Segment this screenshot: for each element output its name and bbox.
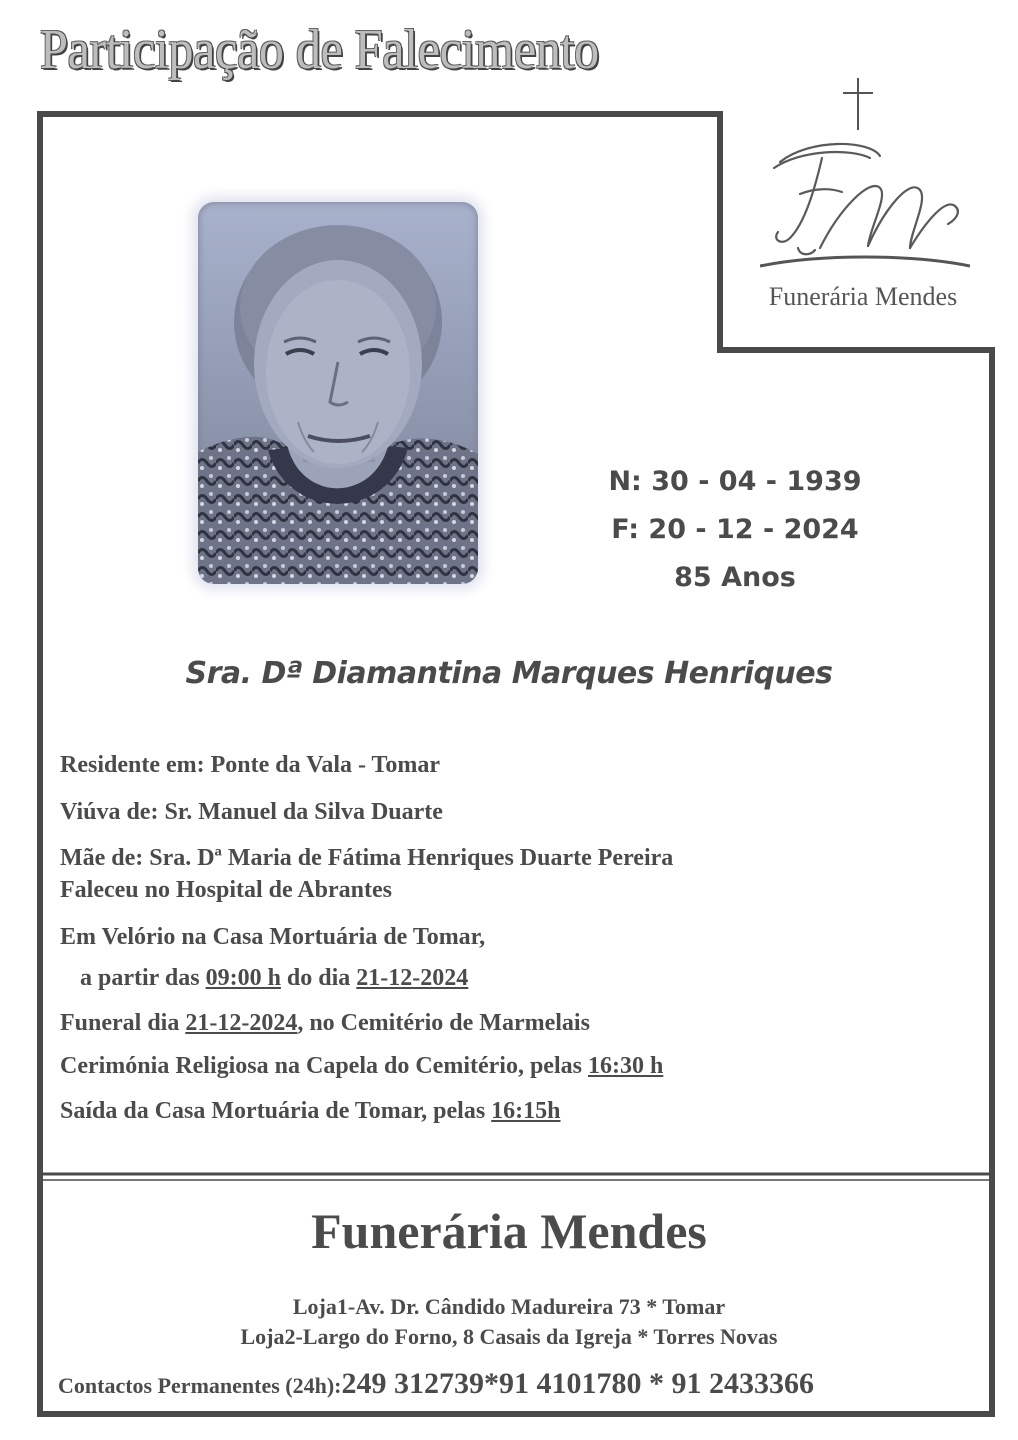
died-at-line: Faleceu no Hospital de Abrantes — [60, 877, 393, 903]
death-date: F: 20 - 12 - 2024 — [611, 514, 859, 545]
funeral-prefix: Funeral dia — [60, 1010, 180, 1036]
portrait-photo — [198, 202, 478, 584]
mother-line: Mãe de: Sra. Dª Maria de Fátima Henriques Duarte Pereira — [60, 845, 674, 871]
contacts-numbers: 249 312739*91 4101780 * 91 2433366 — [341, 1367, 814, 1400]
ceremony-line — [60, 1053, 663, 1080]
ceremony-prefix: Cerimónia Religiosa na Capela do Cemitério, pelas — [60, 1053, 582, 1079]
funeral-suffix: , no Cemitério de Marmelais — [297, 1010, 590, 1036]
residence-line: Residente em: Ponte da Vala - Tomar — [60, 752, 440, 778]
wake-date: 21-12-2024 — [356, 965, 469, 991]
contacts-line — [58, 1367, 814, 1401]
deceased-name: Sra. Dª Diamantina Marques Henriques — [185, 656, 833, 691]
wake-time-line — [80, 965, 468, 992]
logo-name: Funerária Mendes — [768, 282, 958, 311]
ceremony-time: 16:30 h — [587, 1053, 664, 1079]
cross-icon — [843, 78, 873, 130]
wake-time: 09:00 h — [205, 965, 281, 991]
store2-address: Loja2-Largo do Forno, 8 Casais da Igreja * Torres Novas — [240, 1324, 778, 1349]
store1-address: Loja1-Av. Dr. Cândido Madureira 73 * Tomar — [292, 1294, 726, 1319]
funeral-line — [60, 1010, 590, 1037]
dates-block — [600, 458, 870, 602]
wake-day-prefix: do dia — [286, 965, 351, 991]
departure-line — [60, 1098, 561, 1125]
widow-line: Viúva de: Sr. Manuel da Silva Duarte — [60, 799, 443, 825]
contacts-label: Contactos Permanentes (24h): — [58, 1373, 342, 1398]
wake-from-prefix: a partir das — [80, 965, 200, 991]
funeral-date: 21-12-2024 — [185, 1010, 298, 1036]
age: 85 Anos — [674, 562, 796, 593]
funeraria-mendes-logo — [760, 128, 970, 268]
page-title: Participação de Falecimento — [40, 19, 599, 81]
birth-date: N: 30 - 04 - 1939 — [608, 466, 862, 497]
footer-company-name: Funerária Mendes — [311, 1203, 707, 1259]
departure-time: 16:15h — [491, 1098, 561, 1124]
wake-line: Em Velório na Casa Mortuária de Tomar, — [60, 924, 486, 950]
departure-prefix: Saída da Casa Mortuária de Tomar, pelas — [60, 1098, 486, 1124]
